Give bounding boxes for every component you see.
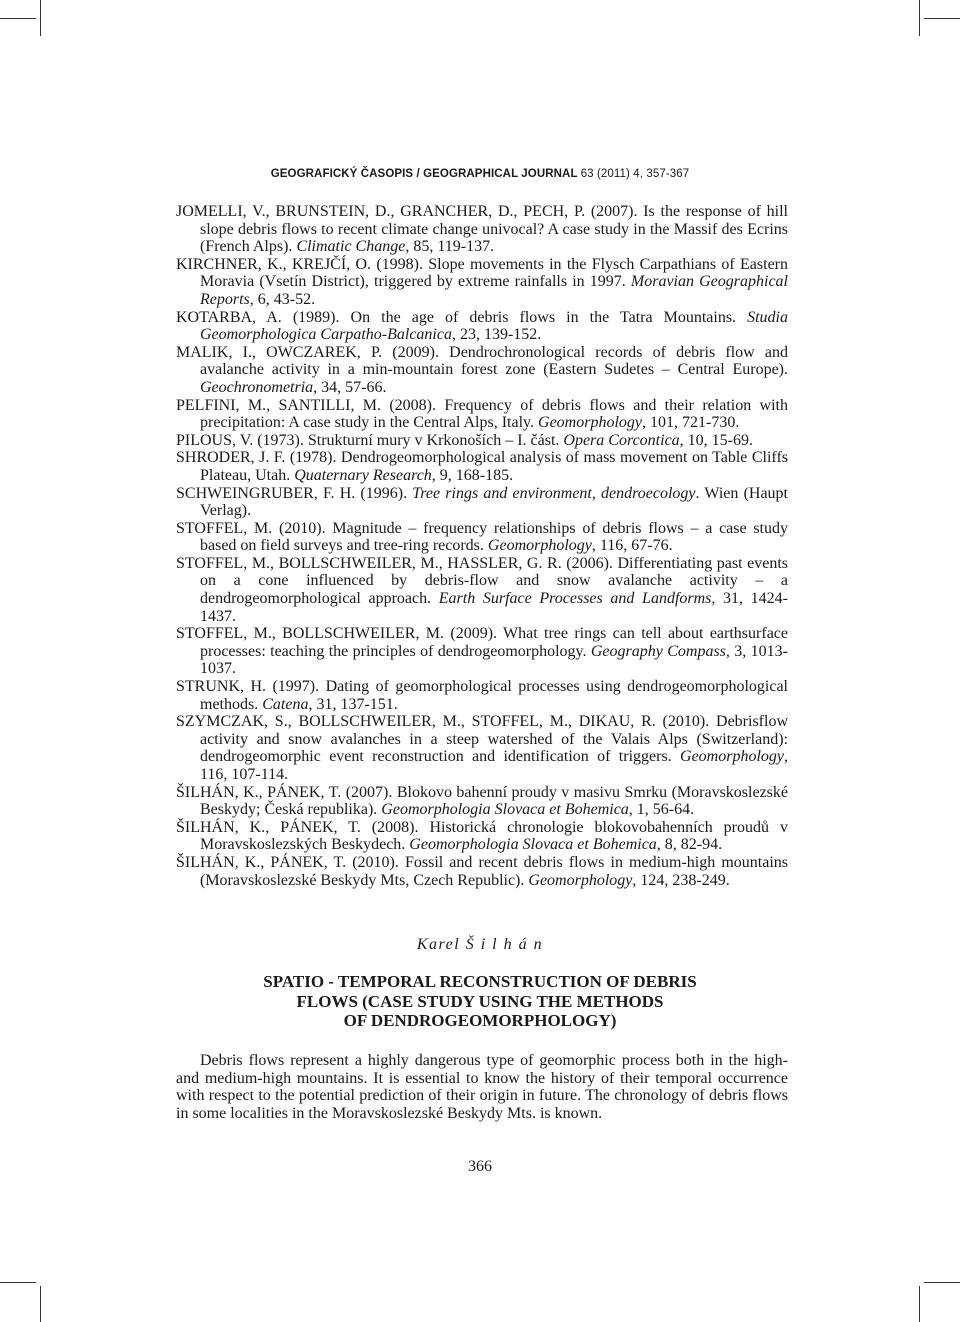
reference-entry xyxy=(176,625,788,678)
reference-details: , 101, 721-730. xyxy=(642,414,740,432)
reference-entry xyxy=(176,485,788,520)
reference-source: Opera Corcontica xyxy=(563,431,680,449)
reference-entry xyxy=(176,432,788,450)
reference-entry xyxy=(176,203,788,256)
reference-source: Climatic Change xyxy=(296,238,406,256)
reference-entry xyxy=(176,397,788,432)
reference-text: MALIK, I., OWCZAREK, P. (2009). Dendrochronological records of debris flow and avalanche activity in a min-mountain forest zone (Eastern Sudetes – Central Europe). xyxy=(176,343,788,379)
reference-text: KOTARBA, A. (1989). On the age of debris flows in the Tatra Mountains. xyxy=(176,308,748,326)
reference-source: Studia Geomorphologica Carpatho-Balcanica xyxy=(200,308,788,344)
reference-source: Geomorphology xyxy=(538,414,642,432)
reference-text: PELFINI, M., SANTILLI, M. (2008). Frequency of debris flows and their relation with precipitation: A case study in the Central Alps, Italy. xyxy=(176,396,788,432)
reference-source: Geography Compass xyxy=(590,642,726,660)
abstract-paragraph: Debris flows represent a highly dangerous type of geomorphic process both in the high- and medium-high mountains. It is essential to know the history of their temporal occurrence with respect to the potential prediction of their origin in future. The chronology of debris flows in some localities in the Moravskoslezské Beskydy Mts. is known. xyxy=(176,1052,788,1122)
crop-mark xyxy=(919,1286,920,1322)
reference-details: , 10, 15-69. xyxy=(679,431,753,449)
crop-mark xyxy=(40,1286,41,1322)
reference-text: JOMELLI, V., BRUNSTEIN, D., GRANCHER, D., PECH, P. (2007). Is the response of hill slope debris flows to recent climate change univocal? A case study in the Massif des Ecrins (French Alps). xyxy=(176,203,788,256)
reference-entry xyxy=(176,256,788,309)
reference-text: ŠILHÁN, K., PÁNEK, T. (2010). Fossil and recent debris flows in medium-high mountains (Moravskoslezské Beskydy Mts, Czech Republic). xyxy=(176,853,788,889)
reference-entry xyxy=(176,819,788,854)
reference-text: ŠILHÁN, K., PÁNEK, T. (2007). Blokovo bahenní proudy v masivu Smrku (Moravskoslezské Beskydy; Česká republika). xyxy=(176,783,788,819)
reference-details: . Wien (Haupt Verlag). xyxy=(200,484,789,520)
reference-text: STOFFEL, M. (2010). Magnitude – frequency relationships of debris flows – a case study based on field surveys and tree-ring records. xyxy=(176,519,788,555)
page-number: 366 xyxy=(468,1158,492,1175)
reference-details: , 34, 57-66. xyxy=(313,378,387,396)
reference-details: , 1, 56-64. xyxy=(628,801,695,819)
reference-details: , 124, 238-249. xyxy=(632,871,730,889)
title-line: FLOWS (CASE STUDY USING THE METHODS xyxy=(296,991,664,1011)
reference-list xyxy=(176,203,788,889)
reference-source: Tree rings and environment, dendroecology xyxy=(412,484,696,502)
reference-source: Geomorphologia Slovaca et Bohemica xyxy=(381,801,629,819)
reference-details: , 23, 139-152. xyxy=(451,326,542,344)
reference-source: Geomorphology xyxy=(680,748,784,766)
author-name: Karel Š i l h á n xyxy=(416,936,544,953)
reference-details: , 9, 168-185. xyxy=(431,466,514,484)
reference-text: STOFFEL, M., BOLLSCHWEILER, M. (2009). What tree rings can tell about earthsurface processes: teaching the principles of dendrogeomorphology. xyxy=(176,625,788,660)
reference-text: KIRCHNER, K., KREJČÍ, O. (1998). Slope movements in the Flysch Carpathians of Eastern Moravia (Vsetín District), triggered by extreme rainfalls in 1997. xyxy=(176,255,788,291)
journal-volume: 63 (2011) 4, 357-367 xyxy=(580,168,690,180)
reference-details: , 31, 137-151. xyxy=(308,695,398,713)
reference-source: Moravian Geographical Reports xyxy=(200,273,788,308)
reference-text: STOFFEL, M., BOLLSCHWEILER, M., HASSLER, G. R. (2006). Differentiating past events on a cone influenced by debris-flow and snow avalanche activity – a dendrogeomorphological approach. xyxy=(176,554,788,608)
title-line: SPATIO - TEMPORAL RECONSTRUCTION OF DEBRIS xyxy=(263,972,697,991)
reference-text: SZYMCZAK, S., BOLLSCHWEILER, M., STOFFEL, M., DIKAU, R. (2010). Debrisflow activity and snow avalanches in a steep watershed of the Valais Alps (Switzerland): dendrogeomorphic event reconstruction and identification of triggers. xyxy=(176,713,788,766)
title-line: OF DENDROGEOMORPHOLOGY) xyxy=(343,1011,617,1030)
crop-mark xyxy=(0,1282,36,1283)
reference-entry xyxy=(176,854,788,889)
reference-entry xyxy=(176,344,788,397)
reference-text: PILOUS, V. (1973). Strukturní mury v Krkonoších – I. část. xyxy=(176,431,564,449)
reference-details: , 31, 1424-1437. xyxy=(200,590,788,625)
reference-source: Geomorphology xyxy=(528,871,633,889)
crop-mark xyxy=(919,0,920,36)
crop-mark xyxy=(924,18,960,19)
reference-details: , 8, 82-94. xyxy=(656,836,723,854)
reference-source: Geomorphologia Slovaca et Bohemica xyxy=(409,836,657,854)
reference-details: , 116, 67-76. xyxy=(591,537,673,555)
reference-entry xyxy=(176,713,788,783)
crop-mark xyxy=(924,1282,960,1283)
reference-details: , 116, 107-114. xyxy=(200,748,788,783)
reference-entry xyxy=(176,520,788,555)
reference-source: Geomorphology xyxy=(487,537,592,555)
reference-entry xyxy=(176,678,788,713)
crop-mark xyxy=(0,18,36,19)
crop-mark xyxy=(40,0,41,36)
reference-entry xyxy=(176,784,788,819)
running-header xyxy=(0,168,960,180)
reference-details: , 3, 1013-1037. xyxy=(200,642,788,678)
reference-text: ŠILHÁN, K., PÁNEK, T. (2008). Historická chronologie blokovobahenních proudů v Moravskoslezských Beskydech. xyxy=(176,818,788,854)
reference-entry xyxy=(176,449,788,484)
reference-source: Catena xyxy=(262,695,309,713)
reference-entry xyxy=(176,555,788,625)
journal-name: GEOGRAFICKÝ ČASOPIS / GEOGRAPHICAL JOURNAL xyxy=(270,168,578,180)
reference-details: , 6, 43-52. xyxy=(249,290,316,308)
reference-text: SCHWEINGRUBER, F. H. (1996). xyxy=(176,484,413,502)
reference-source: Quaternary Research xyxy=(294,466,432,484)
article-title xyxy=(180,972,780,1031)
reference-text: STRUNK, H. (1997). Dating of geomorphological processes using dendrogeomorphological methods. xyxy=(176,678,788,713)
reference-details: , 85, 119-137. xyxy=(405,238,495,256)
reference-source: Geochronometria xyxy=(200,378,314,396)
reference-text: SHRODER, J. F. (1978). Dendrogeomorphological analysis of mass movement on Table Cliffs Plateau, Utah. xyxy=(176,449,788,484)
reference-entry xyxy=(176,309,788,344)
reference-source: Earth Surface Processes and Landforms xyxy=(438,590,712,608)
